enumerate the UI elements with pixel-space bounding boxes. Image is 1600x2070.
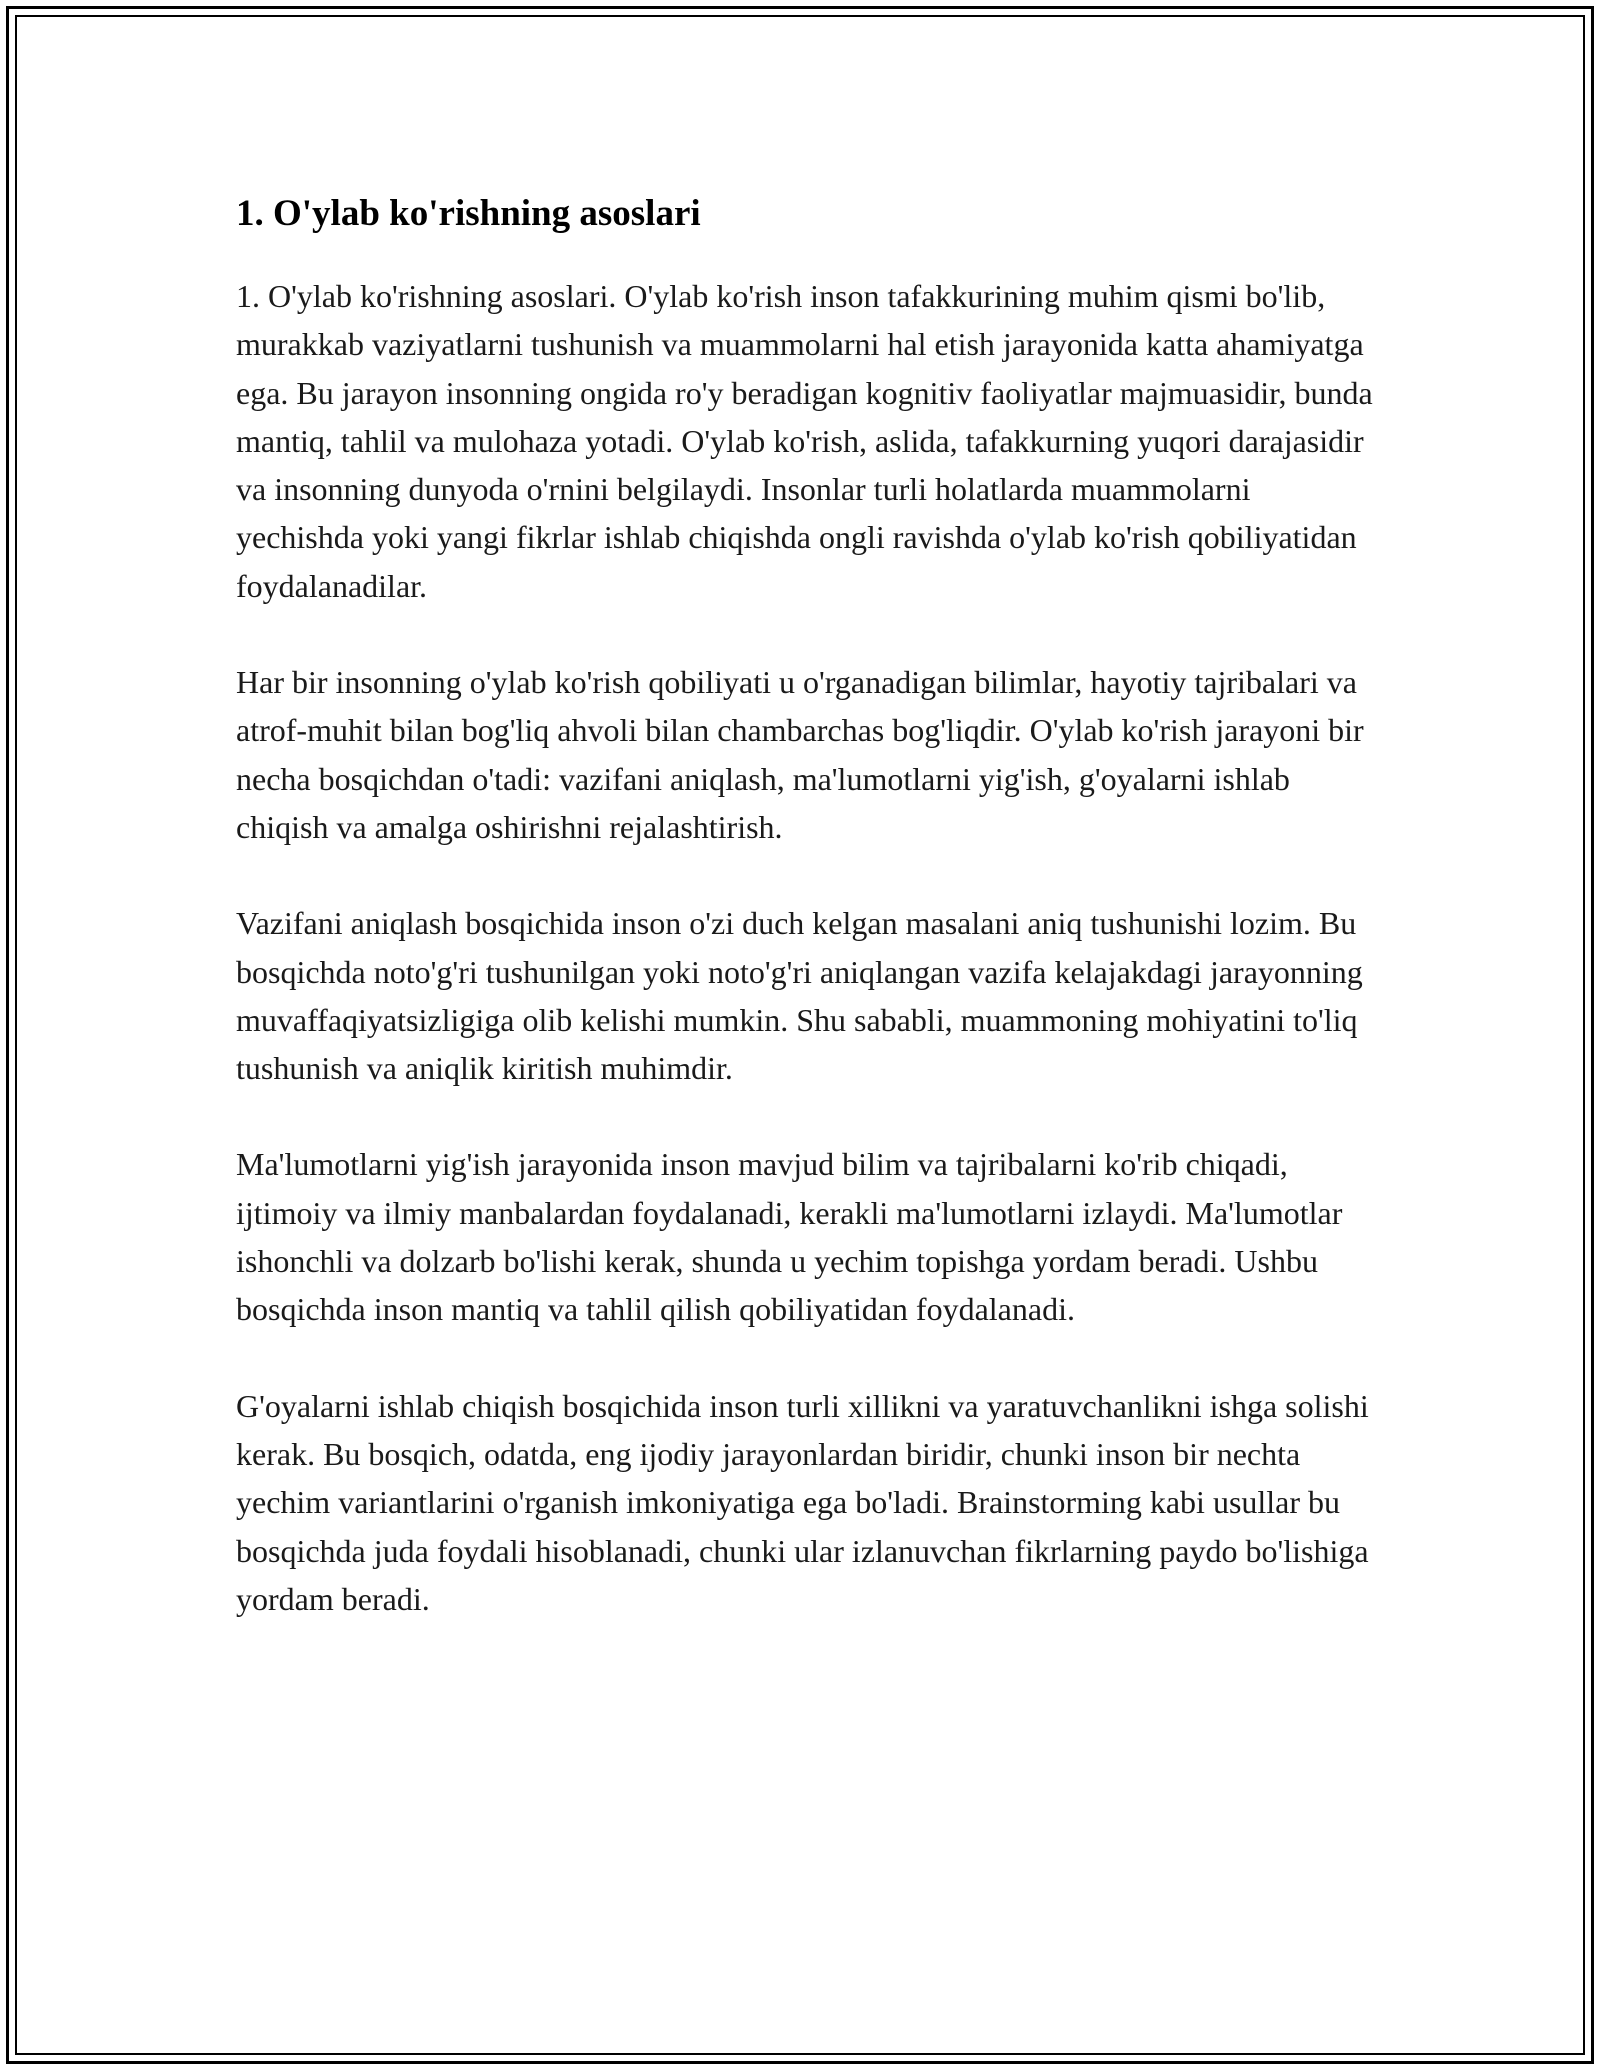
paragraph-task-definition: Vazifani aniqlash bosqichida inson o'zi duch kelgan masalani aniq tushunishi lozim. Bu bosqichda noto'g'ri tushunilgan yoki noto'g'ri aniqlangan vazifa kelajakdagi jarayonning muvaffaqiyatsizligiga olib kelishi mumkin. Shu sababli, muammoning mohiyatini to'liq tushunish va aniqlik kiritish muhimdir.: [236, 905, 1363, 1087]
paragraph-stages: Har bir insonning o'ylab ko'rish qobiliyati u o'rganadigan bilimlar, hayotiy tajribalari va atrof-muhit bilan bog'liq ahvoli bilan chambarchas bog'liqdir. O'ylab ko'rish jarayoni bir necha bosqichdan o'tadi: vazifani aniqlash, ma'lumotlarni yig'ish, g'oyalarni ishlab chiqish va amalga oshirishni rejalashtirish.: [236, 664, 1364, 845]
document-body: [236, 186, 1376, 1671]
paragraph-idea-generation: G'oyalarni ishlab chiqish bosqichida inson turli xillikni va yaratuvchanlikni ishga solishi kerak. Bu bosqich, odatda, eng ijodiy jarayonlardan biridir, chunki inson bir nechta yechim variantlarini o'rganish imkoniyatiga ega bo'ladi. Brainstorming kabi usullar bu bosqichda juda foydali hisoblanadi, chunki ular izlanuvchan fikrlarning paydo bo'lishiga yordam beradi.: [236, 1387, 1369, 1617]
paragraph-information-gathering: Ma'lumotlarni yig'ish jarayonida inson mavjud bilim va tajribalarni ko'rib chiqadi, ijtimoiy va ilmiy manbalardan foydalanadi, kerakli ma'lumotlarni izlaydi. Ma'lumotlar ishonchli va dolzarb bo'lishi kerak, shunda u yechim topishga yordam beradi. Ushbu bosqichda inson mantiq va tahlil qilish qobiliyatidan foydalanadi.: [236, 1146, 1343, 1328]
paragraph-intro: 1. O'ylab ko'rishning asoslari. O'ylab ko'rish inson tafakkurining muhim qismi bo'lib, murakkab vaziyatlarni tushunish va muammolarni hal etish jarayonida katta ahamiyatga ega. Bu jarayon insonning ongida ro'y beradigan kognitiv faoliyatlar majmuasidir, bunda mantiq, tahlil va mulohaza yotadi. O'ylab ko'rish, aslida, tafakkurning yuqori darajasidir va insonning dunyoda o'rnini belgilaydi. Insonlar turli holatlarda muammolarni yechishda yoki yangi fikrlar ishlab chiqishda ongli ravishda o'ylab ko'rish qobiliyatidan foydalanadilar.: [236, 278, 1373, 604]
section-heading: 1. O'ylab ko'rishning asoslari: [236, 193, 701, 234]
